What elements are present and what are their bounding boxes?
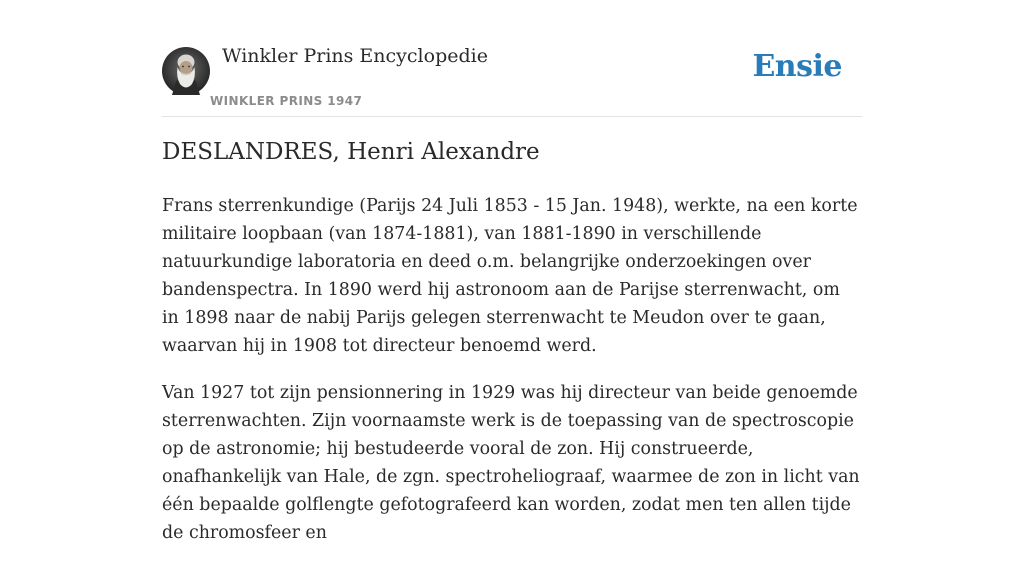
ensie-logo[interactable]: Ensie [752,49,842,84]
site-header [162,0,862,117]
bearded-man-portrait-icon[interactable] [162,47,210,95]
site-name[interactable]: Winkler Prins Encyclopedie [222,45,488,67]
edition-label: WINKLER PRINS 1947 [210,94,363,108]
content-column [162,0,862,543]
article-paragraph: Van 1927 tot zijn pensionnering in 1929 was hij directeur van beide genoemde sterrenwachten. Zijn voornaamste werk is de toepassing van de spectroscopie op de astronomie; hij bestudeerde vooral de zon. Hij construeerde, onafhankelijk van Hale, de zgn. spectroheliograaf, waarmee de zon in licht van één bepaalde golflengte gefotografeerd kan worden, zodat men ten allen tijde de chromosfeer en [162,383,860,543]
article-title: DESLANDRES, Henri Alexandre [162,139,540,165]
article-body [162,192,862,566]
article-paragraph: Frans sterrenkundige (Parijs 24 Juli 1853 - 15 Jan. 1948), werkte, na een korte militaire loopbaan (van 1874-1881), van 1881-1890 in verschillende natuurkundige laboratoria en deed o.m. belangrijke onderzoekingen over bandenspectra. In 1890 werd hij astronoom aan de Parijse sterrenwacht, om in 1898 naar de nabij Parijs gelegen sterrenwacht te Meudon over te gaan, waarvan hij in 1908 tot directeur benoemd werd. [162,196,858,356]
